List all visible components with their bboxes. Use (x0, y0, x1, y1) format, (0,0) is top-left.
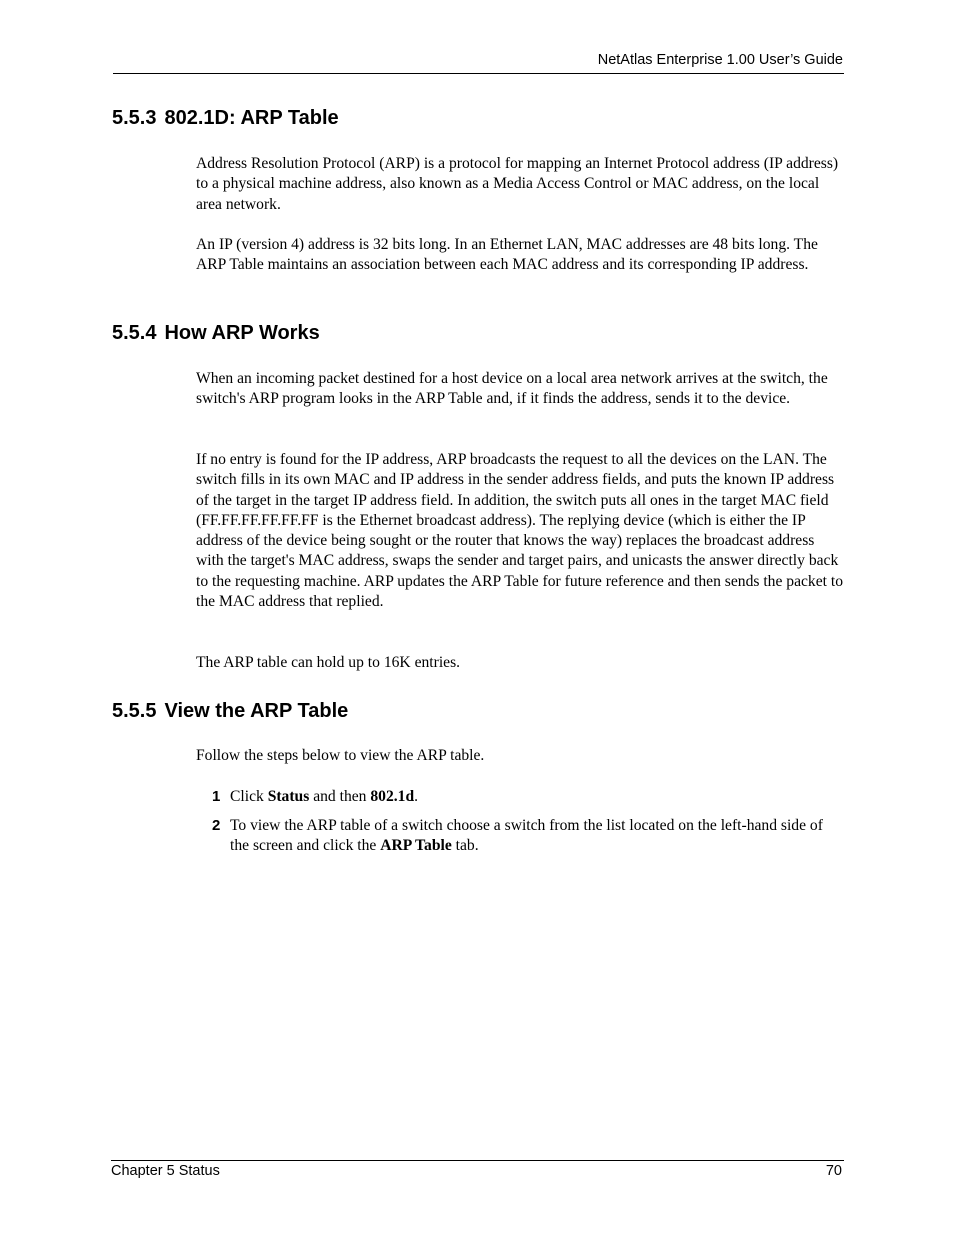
step-item (196, 787, 844, 807)
step-number: 2 (212, 817, 221, 834)
paragraph: Address Resolution Protocol (ARP) is a protocol for mapping an Internet Protocol address (IP address) to a physical machine address, also known as a Media Access Control or MAC address, on the local area network. (196, 155, 839, 213)
section-heading-5-5-3 (112, 106, 339, 130)
step-text-run: and then (309, 788, 371, 805)
section-number: 5.5.5 (112, 700, 157, 722)
step-text (230, 816, 844, 857)
step-text-run: tab. (451, 837, 479, 855)
paragraph: The ARP table can hold up to 16K entries. (196, 654, 461, 671)
running-header: NetAtlas Enterprise 1.00 User’s Guide (597, 52, 843, 68)
section-title: 802.1D: ARP Table (164, 107, 339, 129)
step-item (196, 816, 844, 857)
ui-term-802-1d: 802.1d (370, 788, 415, 805)
step-text (230, 787, 844, 807)
paragraph: If no entry is found for the IP address, ARP broadcasts the request to all the devices on the LAN. The switch fills in its own MAC and IP address in the sender address fields, and puts the known IP address of the target in the target IP address field. In addition, the switch puts all ones in the target MAC field (FF.FF.FF.FF.FF.FF is the Ethernet broadcast address). The replying device (which is either the IP address of the device being sought or the router that knows the way) replaces the broadcast address with the target's MAC address, swaps the sender and target pairs, and unicasts the answer directly back to the requesting machine. ARP updates the ARP Table for future reference and then sends the packet to the MAC address that replied. (196, 451, 844, 611)
step-number: 1 (212, 788, 221, 805)
section-heading-5-5-4 (112, 321, 320, 345)
paragraph: When an incoming packet destined for a host device on a local area network arrives at the switch, the switch's ARP program looks in the ARP Table and, if it finds the address, sends it to the device. (196, 370, 828, 408)
header-rule (113, 73, 844, 74)
section-heading-5-5-5 (112, 699, 348, 723)
paragraph: Follow the steps below to view the ARP table. (196, 747, 485, 764)
step-text-run: To view the ARP table of a switch choose a switch from the list located on the left-hand side of the screen and click the (230, 817, 823, 855)
step-text-run: . (414, 788, 419, 805)
section-title: View the ARP Table (164, 700, 349, 722)
ui-term-status: Status (267, 788, 310, 805)
section-number: 5.5.3 (112, 107, 157, 129)
section-title: How ARP Works (164, 322, 320, 344)
footer-rule (111, 1160, 844, 1161)
footer-chapter: Chapter 5 Status (111, 1163, 220, 1179)
step-text-run: Click (230, 788, 268, 805)
paragraph: An IP (version 4) address is 32 bits long. In an Ethernet LAN, MAC addresses are 48 bits long. The ARP Table maintains an association between each MAC address and its corresponding IP address. (196, 236, 818, 274)
section-number: 5.5.4 (112, 322, 157, 344)
footer-page-number: 70 (825, 1163, 842, 1179)
ui-term-arp-table: ARP Table (380, 837, 452, 855)
